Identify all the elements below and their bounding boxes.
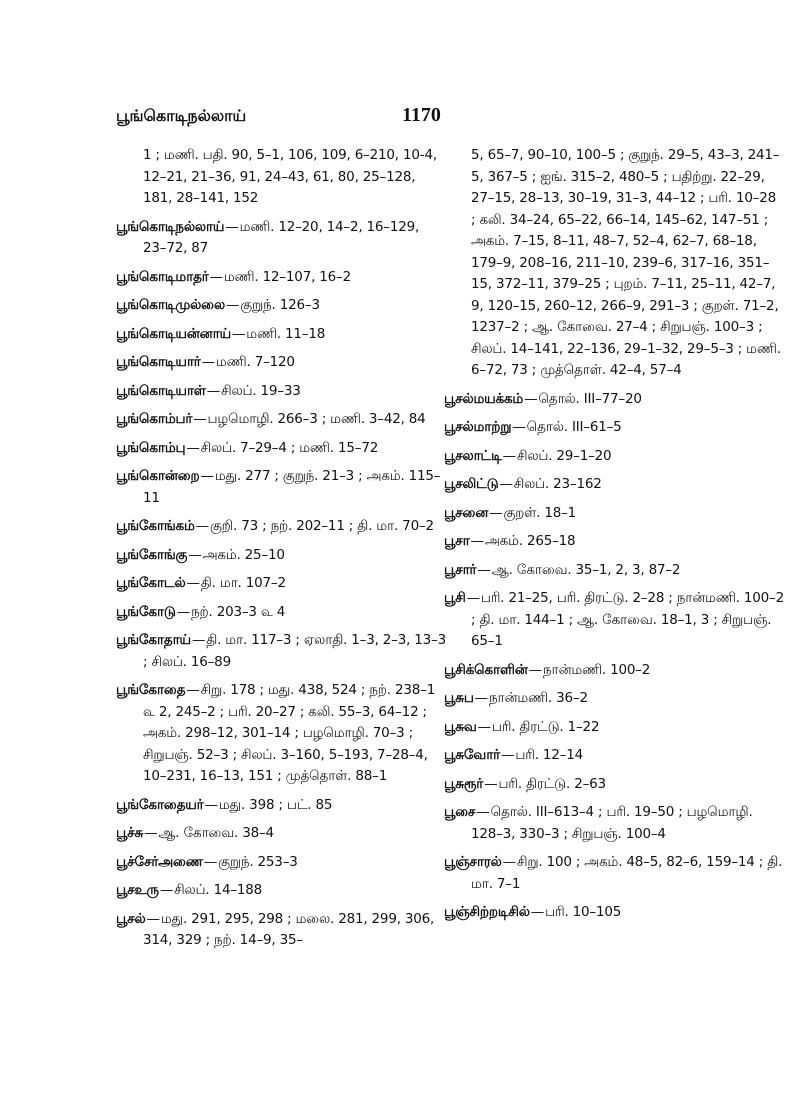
index-entry (116, 602, 446, 624)
index-entry (116, 295, 446, 317)
entry-references: ஆ. கோவை. 38–4 (158, 825, 274, 841)
index-entry (116, 573, 446, 595)
entry-dash: — (195, 518, 209, 534)
entry-references: தொல். III–613–4 ; பரி. 19–50 ; பழமொழி. 128–3, 330–3 ; சிறுபஞ். 100–4 (471, 804, 753, 842)
entry-headword: பூசலாட்டி (444, 447, 502, 464)
entry-references: பழமொழி. 266–3 ; மணி. 3–42, 84 (207, 411, 426, 427)
entry-references: சிலப். 29–1–20 (516, 447, 612, 464)
index-entry (444, 560, 784, 582)
entry-references: சிலப். 14–188 (174, 882, 263, 898)
entry-headword: பூங்கோடு (116, 603, 176, 620)
entry-dash: — (530, 904, 545, 920)
entry-dash: — (203, 853, 218, 870)
entry-headword: பூசுரூர் (444, 775, 484, 792)
entry-headword: பூசல்மயக்கம் (444, 390, 524, 407)
left-column (116, 145, 446, 959)
index-entry-continuation (444, 145, 784, 382)
index-entry (444, 446, 784, 468)
entry-dash: — (225, 218, 239, 235)
entry-headword: பூங்கோங்கம் (116, 518, 195, 534)
entry-headword: பூசல்மாற்று (444, 419, 512, 435)
entry-references: சிறு. 100 ; அகம். 48–5, 82–6, 159–14 ; தி. மா. 7–1 (471, 854, 783, 892)
entry-references: குறுந். 126–3 (240, 297, 320, 313)
entry-dash: — (186, 682, 200, 698)
entry-references: பரி. 21–25, பரி. திரட்டு. 2–28 ; நான்மணி. 100–2 ; தி. மா. 144–1 ; ஆ. கோவை. 18–1, 3 ; சிறுபஞ். 65–1 (471, 590, 784, 649)
entry-references: மணி. 7–120 (215, 354, 295, 370)
entry-references: 5, 65–7, 90–10, 100–5 ; குறுந். 29–5, 43–3, 241–5, 367–5 ; ஐங். 315–2, 480–5 ; பதிற்று. 22–29, 27–15, 28–13, 30–19, 31–3, 44–12 ; பரி. 10–28 ; கலி. 34–24, 65–22, 66–14, 145–62, 147–51 ; அகம். 7–15, 8–11, 48–7, 52–4, 62–7, 68–18, 179–9, 208–16, 211–10, 239–6, 317–16, 351–15, 372–11, 379–25 ; புறம். 7–11, 25–11, 42–7, 9, 120–15, 260–12, 266–9, 291–3 ; குறள். 71–2, 1237–2 ; ஆ. கோவை. 27–4 ; சிறுபஞ். 100–3 ; சிலப். 14–141, 22–136, 29–1–32, 29–5–3 ; மணி. 6–72, 73 ; முத்தொள். 42–4, 57–4 (471, 147, 781, 378)
index-entry (116, 852, 446, 874)
entry-references: மது. 291, 295, 298 ; மலை. 281, 299, 306, 314, 329 ; நற். 14–9, 35– (143, 910, 435, 948)
index-entry (444, 802, 784, 845)
entry-headword: பூங்கோதை (116, 682, 186, 698)
index-entry-continuation (116, 145, 446, 210)
entry-dash: — (231, 325, 246, 342)
index-entry (116, 630, 446, 673)
entry-references: ஆ. கோவை. 35–1, 2, 3, 87–2 (491, 561, 681, 578)
entry-references: நற். 203–3 ௳ 4 (191, 603, 286, 620)
entry-headword: பூசை (444, 804, 476, 820)
index-entry (444, 588, 784, 653)
index-entry (444, 902, 784, 924)
entry-dash: — (476, 804, 490, 820)
entry-dash: — (502, 447, 516, 464)
entry-references: சிலப். 19–33 (221, 382, 301, 399)
entry-references: தி. மா. 107–2 (200, 575, 286, 591)
entry-references: குறி. 73 ; நற். 202–11 ; தி. மா. 70–2 (209, 518, 434, 534)
entry-references: நான்மணி. 100–2 (542, 661, 651, 678)
entry-dash: — (474, 690, 488, 706)
entry-headword: பூசா (444, 533, 470, 549)
entry-headword: பூசலிட்டு (444, 476, 499, 492)
index-entry (116, 381, 446, 403)
entry-headword: பூஞ்சாரல் (444, 854, 502, 870)
entry-headword: பூசனை (444, 504, 489, 521)
index-entry (444, 503, 784, 525)
entry-dash: — (146, 910, 160, 927)
entry-headword: பூங்கொடிமாதர் (116, 268, 209, 285)
entry-dash: — (499, 476, 513, 492)
entry-dash: — (176, 603, 191, 620)
entry-headword: பூச்சேர்அணை (116, 853, 203, 870)
entry-references: சிலப். 7–29–4 ; மணி. 15–72 (200, 439, 379, 456)
entry-dash: — (144, 825, 158, 841)
index-entry (116, 267, 446, 289)
entry-references: நான்மணி. 36–2 (488, 690, 588, 706)
index-entry (116, 466, 446, 509)
entry-dash: — (186, 575, 200, 591)
index-entry (116, 438, 446, 460)
entry-dash: — (484, 775, 498, 792)
entry-references: சிலப். 23–162 (513, 476, 602, 492)
entry-references: 1 ; மணி. பதி. 90, 5–1, 106, 109, 6–210, 10-4, 12–21, 21–36, 91, 24–43, 61, 80, 25–128, 181, 28–141, 152 (143, 147, 437, 206)
page-header (116, 104, 676, 134)
index-entry (444, 531, 784, 553)
entry-headword: பூசுப (444, 690, 474, 706)
entry-references: பரி. 10–105 (545, 904, 622, 920)
entry-dash: — (201, 354, 215, 370)
entry-references: மது. 398 ; பட். 85 (218, 796, 333, 813)
entry-headword: பூஞ்சிற்றடிசில் (444, 904, 530, 920)
index-entry (116, 795, 446, 817)
entry-dash: — (209, 268, 223, 285)
entry-dash: — (512, 419, 526, 435)
entry-references: மணி. 12–20, 14–2, 16–129, 23–72, 87 (143, 218, 420, 256)
entry-headword: பூசுவ (444, 718, 477, 735)
right-column (444, 145, 784, 931)
index-entry (444, 389, 784, 411)
index-entry (444, 745, 784, 767)
entry-references: மது. 277 ; குறுந். 21–3 ; அகம். 115–11 (143, 468, 441, 506)
entry-dash: — (466, 590, 480, 606)
entry-dash: — (225, 297, 240, 313)
entry-dash: — (204, 796, 218, 813)
entry-headword: பூங்கோதாய் (116, 632, 191, 648)
index-entry (444, 717, 784, 739)
index-entry (444, 474, 784, 496)
entry-headword: பூங்கொடிமுல்லை (116, 297, 225, 313)
index-entry (116, 880, 446, 902)
entry-headword: பூங்கொம்பு (116, 439, 186, 456)
entry-dash: — (524, 390, 538, 407)
entry-headword: பூங்கோதையர் (116, 796, 204, 813)
index-entry (444, 688, 784, 710)
index-entry (116, 217, 446, 260)
entry-headword: பூசல் (116, 910, 146, 927)
entry-headword: பூசுவோர் (444, 747, 501, 763)
entry-headword: பூங்கொடியார் (116, 354, 201, 370)
entry-dash: — (193, 411, 207, 427)
entry-references: தி. மா. 117–3 ; ஏலாதி. 1–3, 2–3, 13–3 ; சிலப். 16–89 (143, 632, 446, 670)
entry-dash: — (528, 661, 542, 678)
entry-references: தொல். III–77–20 (538, 390, 642, 407)
entry-references: பரி. திரட்டு. 2–63 (498, 775, 606, 792)
index-entry (116, 324, 446, 346)
index-entry (116, 680, 446, 788)
entry-dash: — (191, 632, 206, 648)
index-entry (444, 774, 784, 796)
entry-dash: — (200, 468, 214, 484)
entry-headword: பூங்கொன்றை (116, 468, 200, 484)
index-entry (116, 823, 446, 845)
entry-references: குறள். 18–1 (503, 504, 577, 521)
index-entry (116, 352, 446, 374)
entry-headword: பூசி (444, 590, 466, 606)
entry-references: சிறு. 178 ; மது. 438, 524 ; நற். 238–1 ௳ 2, 245–2 ; பரி. 20–27 ; கலி. 55–3, 64–12 ; அகம். 298–12, 301–14 ; பழமொழி. 70–3 ; சிறுபஞ். 52–3 ; சிலப். 3–160, 5–193, 7–28–4, 10–231, 16–13, 151 ; முத்தொள். 88–1 (143, 682, 436, 784)
entry-references: பரி. திரட்டு. 1–22 (491, 718, 600, 735)
index-entry (116, 516, 446, 538)
running-head: பூங்கொடிநல்லாய் (116, 106, 247, 125)
entry-dash: — (489, 504, 503, 521)
entry-headword: பூசார் (444, 561, 477, 578)
entry-references: மணி. 12–107, 16–2 (223, 268, 351, 285)
entry-dash: — (159, 882, 174, 898)
entry-dash: — (470, 533, 484, 549)
entry-dash: — (501, 747, 515, 763)
entry-dash: — (477, 718, 491, 735)
entry-dash: — (186, 439, 200, 456)
page-number: 1170 (402, 104, 441, 126)
entry-references: அகம். 25–10 (202, 546, 285, 563)
entry-dash: — (477, 561, 491, 578)
entry-references: தொல். III–61–5 (526, 419, 622, 435)
index-entry (444, 852, 784, 895)
index-entry (116, 909, 446, 952)
entry-references: பரி. 12–14 (515, 747, 584, 763)
index-entry (116, 545, 446, 567)
entry-references: மணி. 11–18 (246, 325, 326, 342)
entry-headword: பூசஉரு (116, 882, 159, 898)
entry-headword: பூச்சு (116, 825, 144, 841)
entry-dash: — (206, 382, 221, 399)
entry-headword: பூங்கோங்கு (116, 546, 188, 563)
index-entry (444, 660, 784, 682)
entry-headword: பூங்கோடல் (116, 575, 186, 591)
index-entry (444, 417, 784, 439)
entry-headword: பூங்கொம்பர் (116, 411, 193, 427)
entry-headword: பூங்கொடியாள் (116, 382, 206, 399)
entry-references: அகம். 265–18 (484, 533, 576, 549)
entry-dash: — (502, 854, 516, 870)
entry-dash: — (188, 546, 202, 563)
entry-headword: பூசிக்கொளின் (444, 661, 528, 678)
entry-references: குறுந். 253–3 (218, 853, 298, 870)
entry-headword: பூங்கொடிநல்லாய் (116, 218, 225, 235)
index-entry (116, 409, 446, 431)
entry-headword: பூங்கொடியன்னாய் (116, 325, 231, 342)
